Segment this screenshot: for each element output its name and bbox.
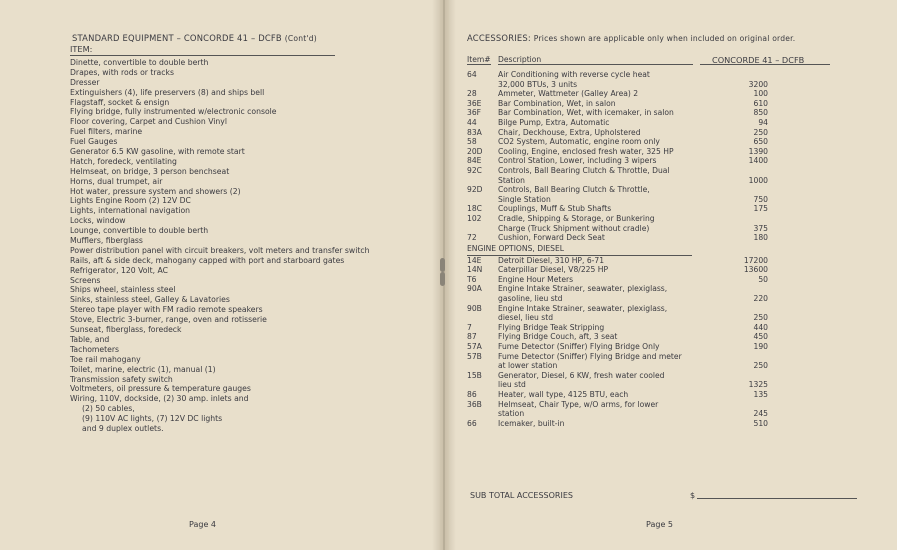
accessory-code: 18C (467, 204, 482, 214)
accessory-price: 450 (753, 332, 768, 342)
item-header-rule (467, 64, 491, 65)
accessory-code: 57A (467, 342, 482, 352)
equipment-item: Flagstaff, socket & ensign (70, 97, 170, 107)
accessory-row (467, 400, 772, 410)
equipment-item: Flying bridge, fully instrumented w/electronic console (70, 107, 277, 117)
accessory-code: 66 (467, 418, 477, 428)
accessory-price: 250 (753, 313, 768, 323)
accessory-desc: Generator, Diesel, 6 KW, fresh water cooled (498, 370, 665, 380)
accessory-price: 135 (753, 390, 768, 399)
equipment-item: Screens (70, 275, 101, 285)
accessory-desc: Controls, Ball Bearing Clutch & Throttle, (498, 185, 650, 195)
accessory-desc: Cooling, Engine, enclosed fresh water, 325 HP (498, 146, 674, 156)
accessory-desc: Fume Detector (Sniffer) Flying Bridge and meter (498, 351, 682, 361)
standard-equipment-list (70, 58, 369, 434)
equipment-item: Extinguishers (4), life preservers (8) and ships bell (70, 87, 265, 97)
accessory-code: 28 (467, 89, 477, 99)
accessory-price: 50 (758, 274, 768, 284)
accessory-row (467, 304, 772, 314)
accessory-code: 92D (467, 185, 483, 195)
equipment-item: Stereo tape player with FM radio remote speakers (70, 305, 263, 315)
accessory-desc: Control Station, Lower, including 3 wipers (498, 156, 657, 166)
accessory-desc: Detroit Diesel, 310 HP, 6-71 (498, 255, 605, 265)
left-page-number: Page 4 (189, 520, 216, 529)
accessory-row (467, 185, 772, 195)
accessory-desc: Flying Bridge Couch, aft, 3 seat (498, 332, 618, 342)
equipment-item: Rails, aft & side deck, mahogany capped with port and starboard gates (70, 255, 345, 265)
accessory-row (467, 352, 772, 362)
accessory-price: 650 (753, 137, 768, 147)
accessory-desc: gasoline, lieu std (498, 294, 563, 304)
subtotal-dollar-sign: $ (690, 491, 696, 500)
accessory-row (467, 128, 772, 138)
accessory-desc: Couplings, Muff & Stub Shafts (498, 204, 612, 214)
equipment-item: Ships wheel, stainless steel (70, 285, 176, 295)
accessory-desc: station (498, 409, 525, 419)
engine-options-heading: ENGINE OPTIONS, DIESEL (467, 243, 564, 253)
right-page-number: Page 5 (646, 520, 673, 529)
accessory-desc: Ammeter, Wattmeter (Galley Area) 2 (498, 89, 639, 99)
accessory-price: 220 (753, 294, 768, 304)
accessory-code: 57B (467, 351, 482, 361)
accessory-price: 1325 (748, 380, 768, 390)
staple-top (440, 258, 445, 272)
equipment-item: Toilet, marine, electric (1), manual (1) (70, 364, 216, 374)
accessory-desc: Bilge Pump, Extra, Automatic (498, 117, 610, 127)
equipment-item: Lights Engine Room (2) 12V DC (70, 196, 191, 206)
equipment-item: (2) 50 cables, (82, 404, 135, 414)
accessory-desc: Air Conditioning with reverse cycle heat (498, 70, 650, 79)
equipment-item: Toe rail mahogany (70, 354, 141, 364)
accessory-row (467, 166, 772, 176)
accessory-price: 510 (753, 418, 768, 428)
accessory-code: 72 (467, 233, 477, 243)
accessory-row (467, 294, 772, 304)
accessory-desc: at lower station (498, 361, 558, 371)
right-heading (467, 33, 795, 43)
equipment-item: Table, and (70, 334, 110, 344)
accessory-price: 245 (753, 409, 768, 419)
accessory-desc: Engine Intake Strainer, seawater, plexiglass, (498, 284, 668, 294)
accessory-code: 14N (467, 265, 483, 275)
equipment-item: Hatch, foredeck, ventilating (70, 156, 177, 166)
accessory-row (467, 70, 772, 80)
accessory-desc: Engine Hour Meters (498, 274, 574, 284)
accessory-price: 180 (753, 233, 768, 243)
left-heading-text: STANDARD EQUIPMENT – CONCORDE 41 – DCFB (72, 33, 282, 43)
accessory-price: 610 (753, 98, 768, 108)
accessory-row (467, 256, 772, 266)
accessory-desc: Flying Bridge Teak Stripping (498, 322, 605, 332)
accessory-price: 1400 (748, 156, 768, 166)
accessory-code: 14E (467, 255, 482, 265)
accessory-price: 175 (753, 204, 768, 214)
accessory-price: 850 (753, 108, 768, 118)
accessory-price: 1390 (748, 146, 768, 156)
accessory-row (467, 89, 772, 99)
accessory-row (467, 224, 772, 234)
accessory-row (467, 284, 772, 294)
accessory-row (467, 371, 772, 381)
accessory-code: 15B (467, 370, 482, 380)
accessory-price: 1000 (748, 175, 768, 185)
equipment-item: Transmission safety switch (70, 374, 173, 384)
accessory-desc: Single Station (498, 194, 551, 204)
accessory-code: 84E (467, 156, 482, 166)
accessory-desc: Station (498, 175, 525, 185)
item-rule (70, 55, 335, 56)
equipment-item: Floor covering, Carpet and Cushion Vinyl (70, 117, 227, 127)
accessory-code: 90A (467, 284, 482, 294)
equipment-item: Refrigerator, 120 Volt, AC (70, 265, 168, 275)
accessory-row (467, 342, 772, 352)
accessory-row (467, 380, 772, 390)
accessory-row (467, 419, 772, 429)
equipment-item: Voltmeters, oil pressure & temperature gauges (70, 384, 251, 394)
accessory-row (467, 265, 772, 275)
accessory-desc: Bar Combination, Wet, with icemaker, in salon (498, 108, 674, 118)
accessory-row (467, 409, 772, 419)
equipment-item: Stove, Electric 3-burner, range, oven and rotisserie (70, 315, 267, 325)
accessory-code: 36B (467, 399, 482, 409)
col-description-header: Description (498, 55, 542, 64)
left-heading (72, 33, 317, 43)
accessory-row (467, 323, 772, 333)
staple-bottom (440, 272, 445, 286)
accessory-desc: 32,000 BTUs, 3 units (498, 79, 578, 89)
accessory-price: 250 (753, 361, 768, 371)
item-label: ITEM: (70, 44, 93, 54)
accessory-code: 92C (467, 165, 482, 175)
equipment-item: Sinks, stainless steel, Galley & Lavatories (70, 295, 230, 305)
accessory-code: 7 (467, 322, 472, 332)
equipment-item: Drapes, with rods or tracks (70, 67, 174, 77)
description-header-rule (498, 64, 693, 65)
accessory-price: 17200 (743, 255, 768, 265)
accessory-row (467, 108, 772, 118)
equipment-item: Power distribution panel with circuit breakers, volt meters and transfer switch (70, 245, 370, 255)
accessory-price: 13600 (743, 265, 768, 275)
accessory-price: 190 (753, 342, 768, 352)
equipment-item: Mufflers, fiberglass (70, 236, 143, 246)
accessory-price: 440 (753, 322, 768, 332)
equipment-item: Fuel filters, marine (70, 127, 143, 137)
accessory-code: 64 (467, 70, 477, 79)
accessory-row (467, 147, 772, 157)
equipment-item: Locks, window (70, 216, 126, 226)
equipment-item: Fuel Gauges (70, 137, 118, 147)
accessory-row (467, 361, 772, 371)
accessory-row (467, 176, 772, 186)
equipment-item: Sunseat, fiberglass, foredeck (70, 325, 182, 335)
accessory-code: 36F (467, 108, 482, 118)
subtotal-label: SUB TOTAL ACCESSORIES (470, 491, 573, 500)
equipment-item: Hot water, pressure system and showers (2) (70, 186, 241, 196)
accessory-desc: Icemaker, built-in (498, 418, 565, 428)
accessory-desc: diesel, lieu std (498, 313, 554, 323)
accessory-price: 375 (753, 223, 768, 233)
accessory-code: T6 (467, 274, 477, 284)
equipment-item: Helmseat, on bridge, 3 person benchseat (70, 166, 230, 176)
accessory-desc: Heater, wall type, 4125 BTU, each (498, 390, 629, 399)
accessory-code: 44 (467, 117, 477, 127)
accessories-heading: ACCESSORIES: (467, 33, 531, 43)
accessory-desc: Engine Intake Strainer, seawater, plexiglass, (498, 303, 668, 313)
accessories-list (467, 70, 772, 428)
accessory-code: 58 (467, 137, 477, 147)
accessory-code: 90B (467, 303, 482, 313)
accessory-row (467, 390, 772, 400)
accessory-row (467, 332, 772, 342)
accessory-code: 86 (467, 390, 477, 399)
left-heading-suffix: (Cont'd) (284, 34, 317, 43)
equipment-item: Generator 6.5 KW gasoline, with remote start (70, 147, 245, 157)
equipment-item: Dinette, convertible to double berth (70, 58, 209, 67)
accessory-row (467, 118, 772, 128)
accessory-desc: lieu std (498, 380, 526, 390)
accessory-row (467, 214, 772, 224)
accessories-note: Prices shown are applicable only when included on original order. (533, 34, 796, 43)
accessory-desc: Chair, Deckhouse, Extra, Upholstered (498, 127, 641, 137)
model-header-rule (700, 64, 830, 65)
accessory-desc: Fume Detector (Sniffer) Flying Bridge Only (498, 342, 660, 352)
accessory-row (467, 233, 772, 243)
accessory-desc: Controls, Ball Bearing Clutch & Throttle, Dual (498, 165, 670, 175)
accessory-code: 102 (467, 213, 482, 223)
equipment-item: Lights, international navigation (70, 206, 191, 216)
accessory-row (467, 195, 772, 205)
accessory-code: 87 (467, 332, 477, 342)
accessory-row (467, 313, 772, 323)
accessory-desc: Cradle, Shipping & Storage, or Bunkering (498, 213, 655, 223)
subtotal-blank-line (697, 498, 857, 499)
accessory-row (467, 99, 772, 109)
accessory-code: 83A (467, 127, 482, 137)
accessory-desc: Cushion, Forward Deck Seat (498, 233, 605, 243)
equipment-item: Wiring, 110V, dockside, (2) 30 amp. inlets and (70, 394, 249, 404)
col-model-header: CONCORDE 41 – DCFB (712, 55, 805, 65)
accessory-price: 94 (758, 117, 768, 127)
equipment-item: Lounge, convertible to double berth (70, 226, 209, 236)
accessory-code: 36E (467, 98, 482, 108)
equipment-item: (9) 110V AC lights, (7) 12V DC lights (82, 414, 223, 424)
accessory-desc: CO2 System, Automatic, engine room only (498, 137, 660, 147)
accessory-desc: Caterpillar Diesel, V8/225 HP (498, 265, 609, 275)
accessory-price: 750 (753, 194, 768, 204)
accessory-row (467, 80, 772, 90)
accessory-row (467, 156, 772, 166)
accessory-desc: Bar Combination, Wet, in salon (498, 98, 616, 108)
equipment-item: Tachometers (70, 344, 120, 354)
accessory-desc: Charge (Truck Shipment without cradle) (498, 223, 650, 233)
col-item-header: Item# (467, 55, 491, 64)
accessory-price: 250 (753, 127, 768, 137)
equipment-item: Horns, dual trumpet, air (70, 176, 163, 186)
accessory-row (467, 275, 772, 285)
equipment-item: Dresser (70, 77, 100, 87)
accessory-price: 100 (753, 89, 768, 99)
equipment-item: and 9 duplex outlets. (82, 423, 164, 433)
accessory-code: 20D (467, 146, 483, 156)
accessory-desc: Helmseat, Chair Type, w/O arms, for lower (498, 399, 659, 409)
accessory-row (467, 137, 772, 147)
accessory-row (467, 204, 772, 214)
accessory-price: 3200 (748, 79, 768, 89)
